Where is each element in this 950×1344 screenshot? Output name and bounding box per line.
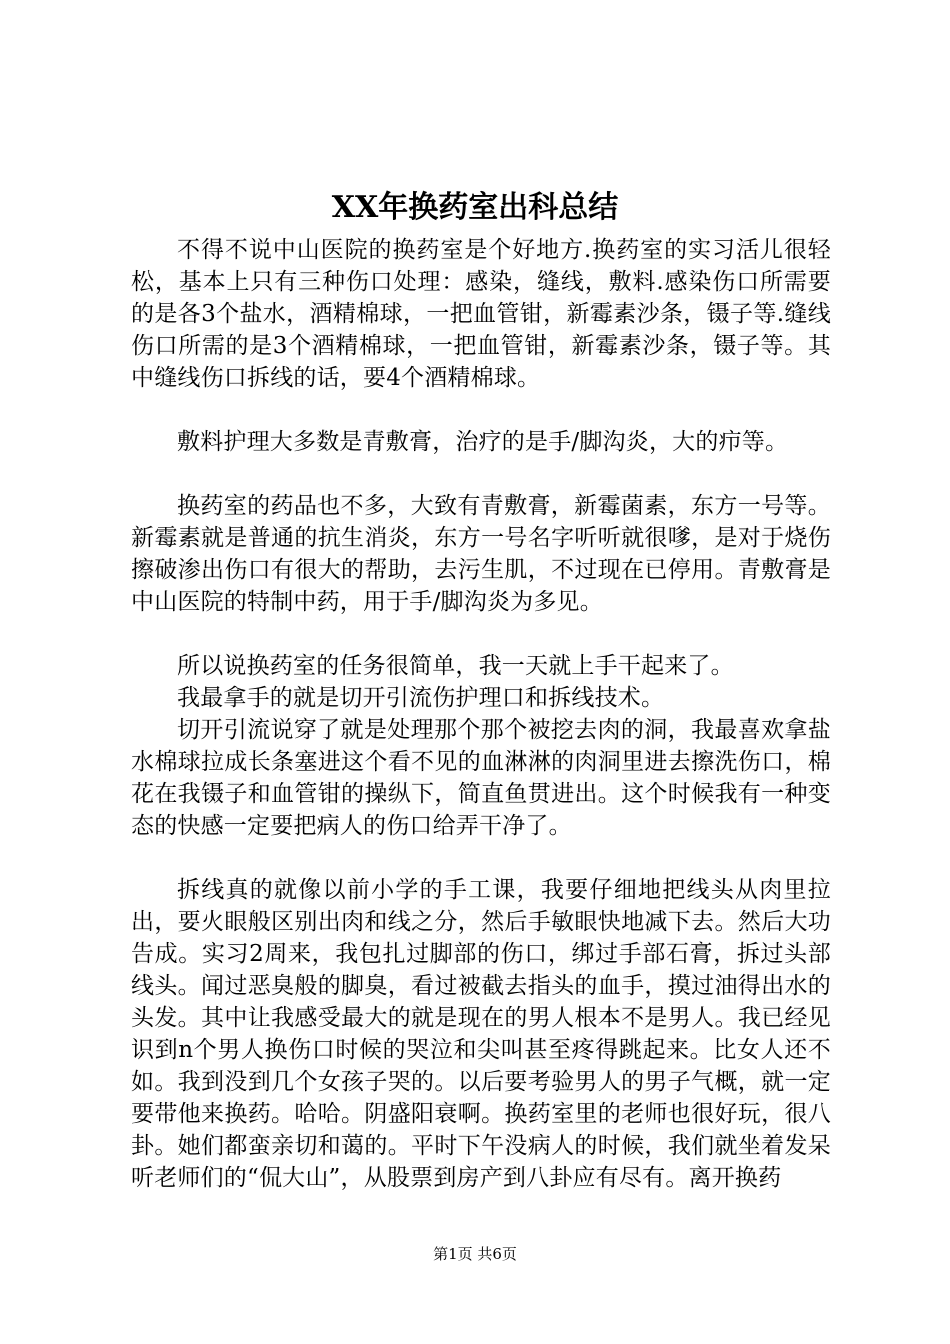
paragraph: 拆线真的就像以前小学的手工课，我要仔细地把线头从肉里拉出，要火眼般区别出肉和线之分，然后手敏眼快地减下去。然后大功告成。实习2周来，我包扎过脚部的伤口，绑过手部石膏，拆过头部线头。闻过恶臭般的脚臭，看过被截去指头的血手，摸过油得出水的头发。其中让我感受最大的就是现在的男人根本不是男人。我已经见识到n个男人换伤口时候的哭泣和尖叫甚至疼得跳起来。比女人还不如。我到没到几个女孩子哭的。以后要考验男人的男子气概，就一定要带他来换药。哈哈。阴盛阳衰啊。换药室里的老师也很好玩，很八卦。她们都蛮亲切和蔼的。平时下午没病人的时候，我们就坐着发呆听老师们的“侃大山”，从股票到房产到八卦应有尽有。离开换药 [131, 877, 831, 1191]
paragraph: 不得不说中山医院的换药室是个好地方.换药室的实习活儿很轻松，基本上只有三种伤口处理：感染，缝线，敷料.感染伤口所需要的是各3个盐水，酒精棉球，一把血管钳，新霉素沙条，镊子等.缝线伤口所需的是3个酒精棉球，一把血管钳，新霉素沙条，镊子等。其中缝线伤口拆线的话，要4个酒精棉球。 [131, 237, 831, 391]
page-number-footer: 第1页 共6页 [433, 1245, 517, 1263]
paragraph: 我最拿手的就是切开引流伤护理口和拆线技术。 [177, 685, 665, 711]
paragraph: 切开引流说穿了就是处理那个那个被挖去肉的洞，我最喜欢拿盐水棉球拉成长条塞进这个看不见的血淋淋的肉洞里进去擦洗伤口，棉花在我镊子和血管钳的操纵下，简直鱼贯进出。这个时候我有一种变态的快感一定要把病人的伤口给弄干净了。 [131, 717, 831, 839]
paragraph: 敷料护理大多数是青敷膏，治疗的是手/脚沟炎，大的疖等。 [177, 429, 789, 455]
paragraph: 换药室的药品也不多，大致有青敷膏，新霉菌素，东方一号等。新霉素就是普通的抗生消炎，东方一号名字听听就很嗲，是对于烧伤擦破渗出伤口有很大的帮助，去污生肌，不过现在已停用。青敷膏是中山医院的特制中药，用于手/脚沟炎为多见。 [131, 493, 831, 615]
paragraph: 所以说换药室的任务很简单，我一天就上手干起来了。 [177, 653, 734, 679]
document-title: XX年换药室出科总结 [331, 190, 619, 225]
document-body [131, 234, 831, 1194]
